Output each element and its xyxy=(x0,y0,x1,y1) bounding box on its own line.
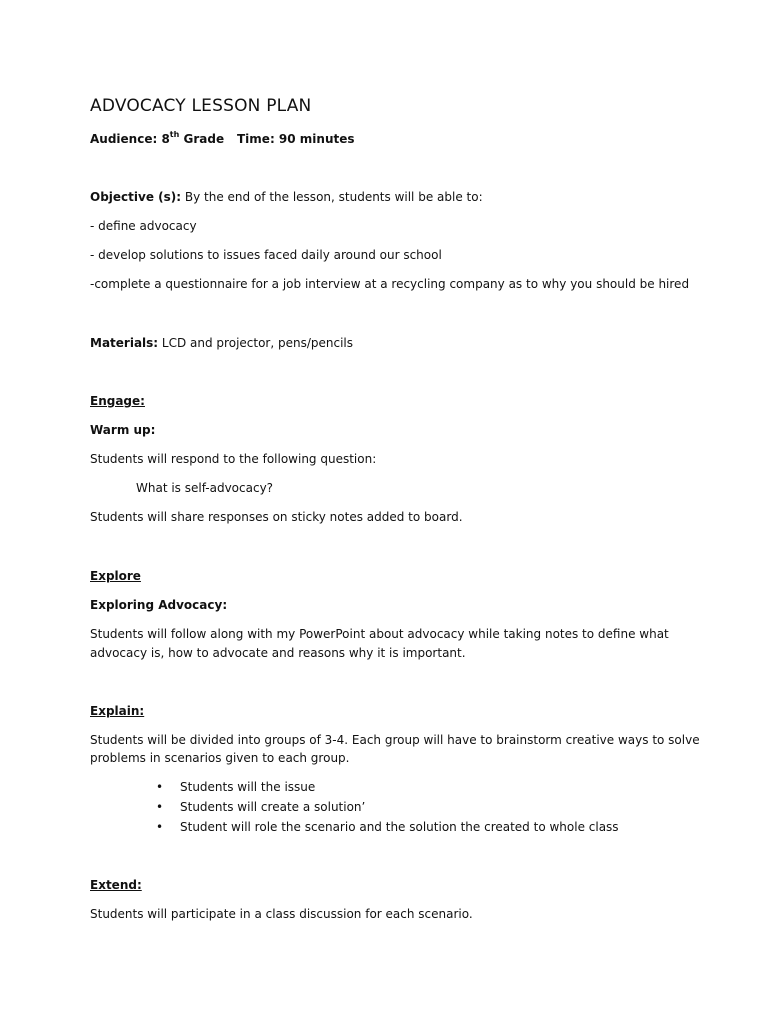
extend-heading: Extend: xyxy=(90,878,142,892)
page-title: ADVOCACY LESSON PLAN xyxy=(90,96,312,116)
explain-heading: Explain: xyxy=(90,704,145,718)
audience-label: Audience: 8 xyxy=(90,132,170,146)
time-label: Time: 90 minutes xyxy=(237,132,355,146)
objective-label: Objective (s): xyxy=(90,190,182,204)
bullet-icon: • xyxy=(156,820,164,834)
bullet-icon: • xyxy=(156,800,164,814)
engage-heading: Engage: xyxy=(90,394,145,408)
bullet-icon: • xyxy=(156,780,164,794)
extend-text: Students will participate in a class discussion for each scenario. xyxy=(90,907,473,921)
explain-text: problems in scenarios given to each group. xyxy=(90,751,350,765)
list-item: Students will the issue xyxy=(180,780,316,794)
materials-label: Materials: xyxy=(90,336,159,350)
objective-item: - develop solutions to issues faced daily around our school xyxy=(90,248,442,262)
explain-text: Students will be divided into groups of 3-4. Each group will have to brainstorm creative ways to solve xyxy=(90,733,700,747)
warmup-heading: Warm up: xyxy=(90,423,156,437)
audience-line xyxy=(90,130,355,147)
objective-intro: By the end of the lesson, students will be able to: xyxy=(181,190,483,204)
objective-line xyxy=(90,189,483,205)
explore-text: Students will follow along with my PowerPoint about advocacy while taking notes to define what xyxy=(90,627,669,641)
materials-line xyxy=(90,335,353,351)
engage-text: Students will respond to the following question: xyxy=(90,452,377,466)
warmup-question: What is self-advocacy? xyxy=(136,481,274,495)
grade-word: Grade xyxy=(179,132,225,146)
list-item: Students will create a solution’ xyxy=(180,800,366,814)
explore-heading: Explore xyxy=(90,569,141,583)
grade-superscript: th xyxy=(169,130,180,139)
explore-text: advocacy is, how to advocate and reasons why it is important. xyxy=(90,646,466,660)
objective-item: - define advocacy xyxy=(90,219,197,233)
materials-value: LCD and projector, pens/pencils xyxy=(158,336,354,350)
objective-item: -complete a questionnaire for a job interview at a recycling company as to why you should be hired xyxy=(90,277,690,291)
list-item: Student will role the scenario and the solution the created to whole class xyxy=(180,820,619,834)
engage-text: Students will share responses on sticky notes added to board. xyxy=(90,510,463,524)
explore-subheading: Exploring Advocacy: xyxy=(90,598,228,612)
